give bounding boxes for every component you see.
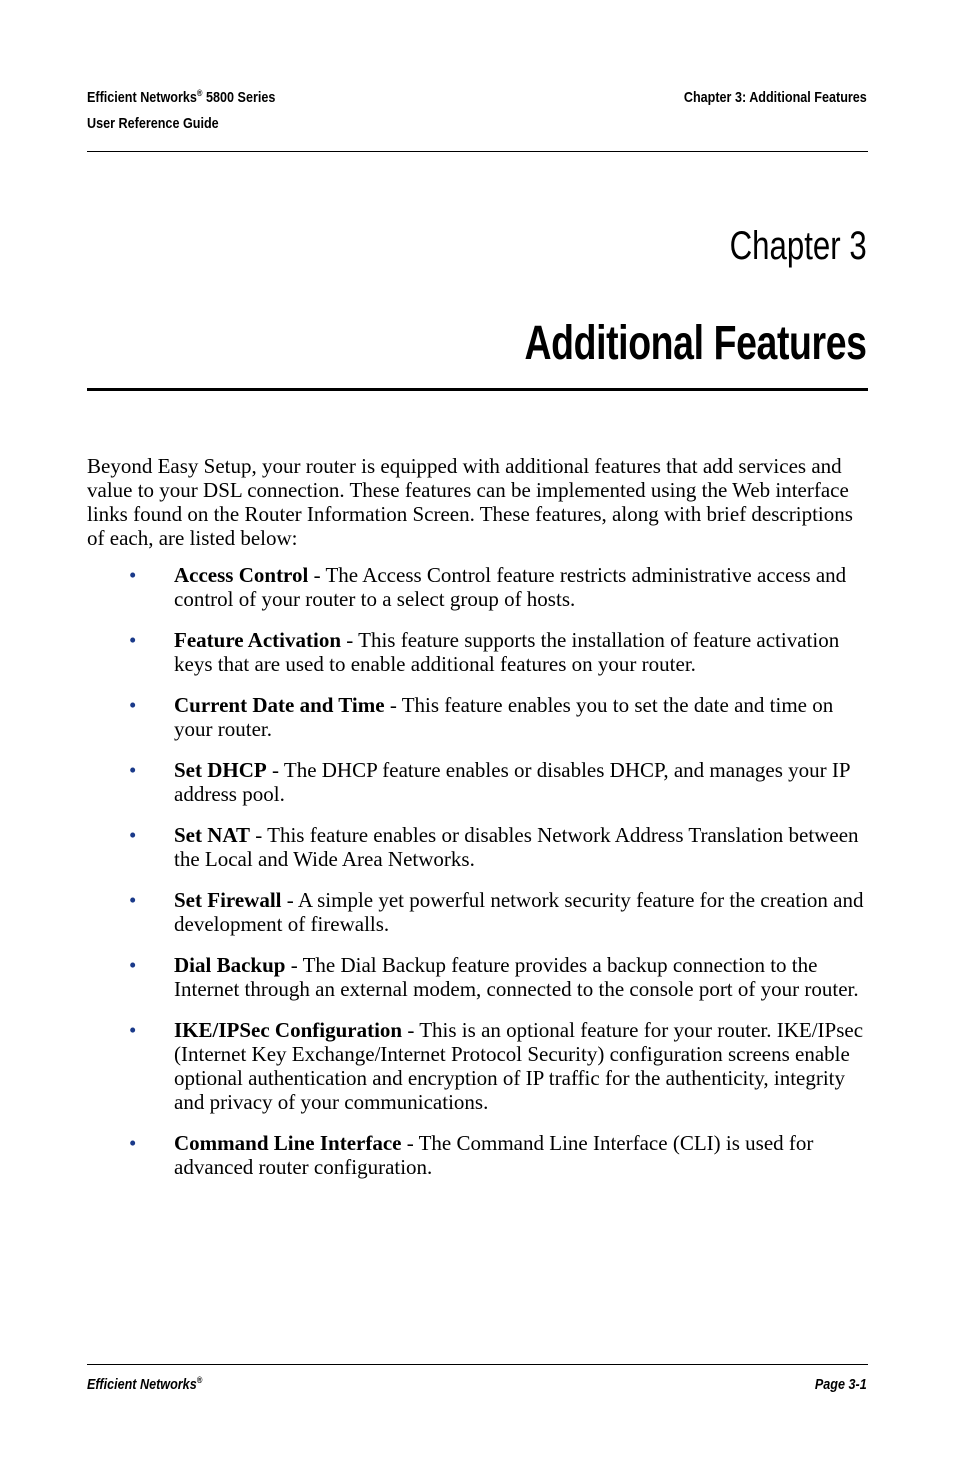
feature-description: - The Dial Backup feature provides a backup connection to the Internet through an external modem, connected to the console port of your router. [174,953,859,1001]
header-product-line [87,85,275,111]
feature-description: - The DHCP feature enables or disables DHCP, and manages your IP address pool. [174,758,850,806]
feature-description: - This is an optional feature for your router. IKE/IPsec (Internet Key Exchange/Internet Protocol Security) configuration screens enable optional authentication and encryption of IP traffic for the authenticity, integrity and privacy of your communications. [174,1018,864,1114]
chapter-number: Chapter 3 [729,224,867,268]
feature-item [87,563,868,611]
bullet-icon: • [129,628,137,652]
bullet-icon: • [129,758,137,782]
header-series: 5800 Series [202,89,276,106]
feature-term: Current Date and Time [174,693,385,717]
header-left [87,85,275,137]
feature-item [87,758,868,806]
footer-page-number: Page 3-1 [815,1376,867,1393]
chapter-title: Additional Features [524,317,867,370]
feature-term: Access Control [174,563,309,587]
feature-list [87,563,868,1179]
bullet-icon: • [129,888,137,912]
title-divider [87,388,868,391]
feature-term: Dial Backup [174,953,286,977]
feature-term: Set DHCP [174,758,267,782]
feature-description: - This feature supports the installation of feature activation keys that are used to enable additional features on your router. [174,628,840,676]
feature-item [87,693,868,741]
header-brand: Efficient Networks [87,89,197,106]
header-registered-mark: ® [196,88,203,98]
feature-term: IKE/IPSec Configuration [174,1018,403,1042]
feature-item [87,823,868,871]
feature-term: Feature Activation [174,628,341,652]
feature-description: - A simple yet powerful network security feature for the creation and development of firewalls. [174,888,864,936]
feature-description: - The Command Line Interface (CLI) is used for advanced router configuration. [174,1131,814,1179]
intro-paragraph: Beyond Easy Setup, your router is equipped with additional features that add services and value to your DSL connection. These features can be implemented using the Web interface links found on the Router Information Screen. These features, along with brief descriptions of each, are listed below: [87,454,853,550]
feature-item [87,953,868,1001]
feature-description: - This feature enables or disables Network Address Translation between the Local and Wide Area Networks. [174,823,859,871]
footer-registered-mark: ® [196,1375,203,1385]
feature-term: Set Firewall [174,888,282,912]
header-guide-title: User Reference Guide [87,115,219,132]
footer-divider [87,1364,868,1365]
bullet-icon: • [129,953,137,977]
header-chapter-reference: Chapter 3: Additional Features [684,89,867,106]
bullet-icon: • [129,823,137,847]
footer-brand-line [87,1376,202,1393]
feature-term: Command Line Interface [174,1131,402,1155]
feature-term: Set NAT [174,823,251,847]
feature-item [87,888,868,936]
header-divider [87,151,868,152]
feature-description: - This feature enables you to set the date and time on your router. [174,693,834,741]
bullet-icon: • [129,693,137,717]
bullet-icon: • [129,1131,137,1155]
feature-item [87,1131,868,1179]
footer-brand: Efficient Networks [87,1376,197,1393]
bullet-icon: • [129,1018,137,1042]
body-content [87,454,868,1196]
feature-item [87,628,868,676]
feature-description: - The Access Control feature restricts administrative access and control of your router to a select group of hosts. [174,563,847,611]
bullet-icon: • [129,563,137,587]
feature-item [87,1018,868,1114]
